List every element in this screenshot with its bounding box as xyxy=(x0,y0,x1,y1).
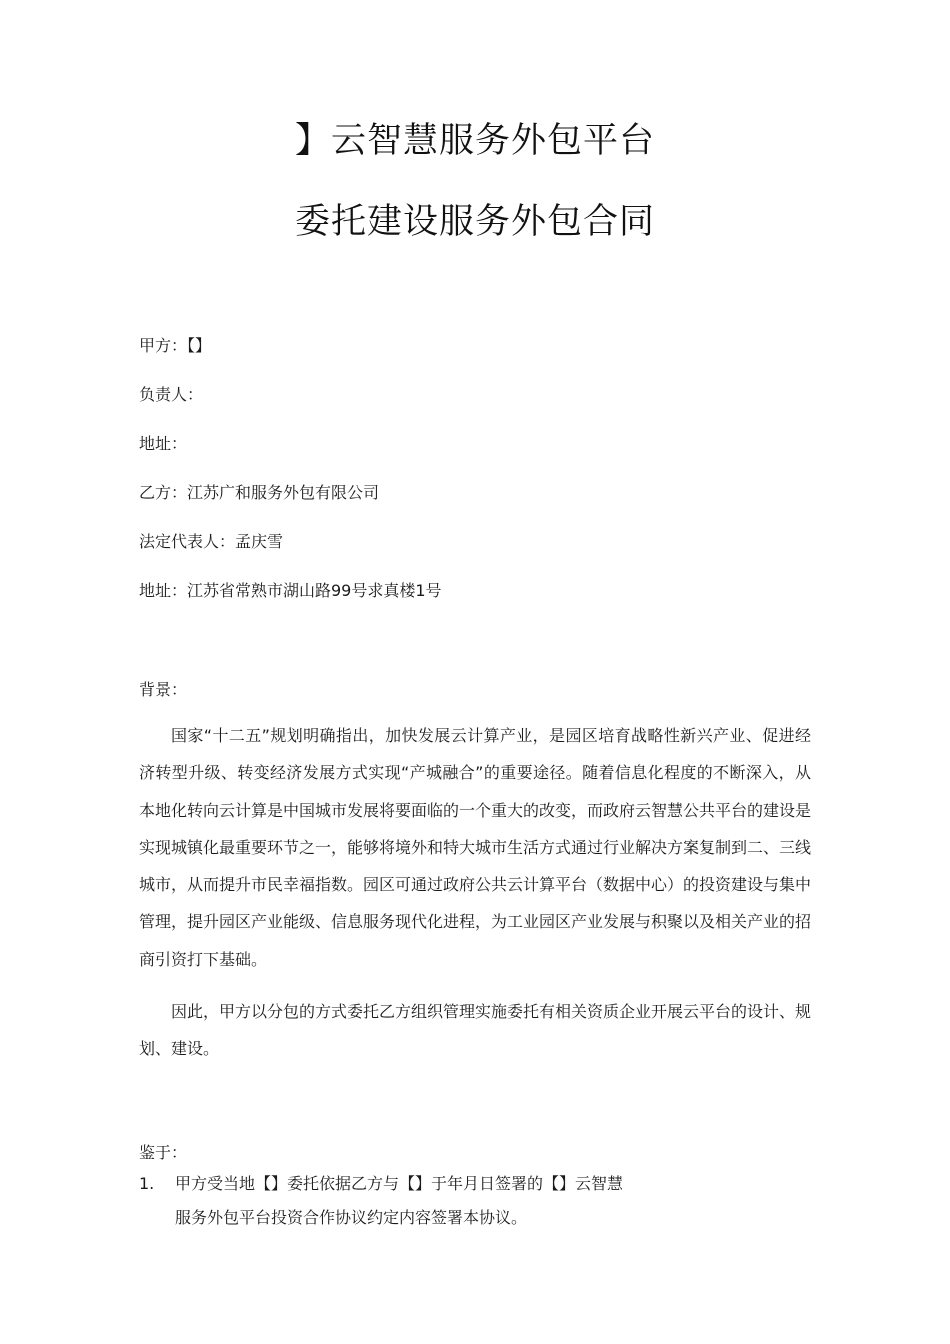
background-heading: 背景： xyxy=(139,680,188,699)
whereas-heading: 鉴于： xyxy=(139,1143,188,1162)
party-b-address: 地址：江苏省常熟市湖山路99号求真楼1号 xyxy=(139,581,442,600)
background-paragraph-2: 因此，甲方以分包的方式委托乙方组织管理实施委托有相关资质企业开展云平台的设计、规划、建设。 xyxy=(139,1002,812,1059)
document-title-line2: 委托建设服务外包合同 xyxy=(294,202,655,242)
party-b-legal-rep: 法定代表人：孟庆雪 xyxy=(139,532,284,551)
party-b: 乙方：江苏广和服务外包有限公司 xyxy=(139,483,380,502)
party-a: 甲方：【】 xyxy=(139,336,212,355)
background-paragraph-1: 国家“十二五”规划明确指出，加快发展云计算产业，是园区培育战略性新兴产业、促进经济转型升级、转变经济发展方式实现“产城融合”的重要途径。随着信息化程度的不断深入，从本地化转向云计算是中国城市发展将要面临的一个重大的改变，而政府云智慧公共平台的建设是实现城镇化最重要环节之一，能够将境外和特大城市生活方式通过行业解决方案复制到二、三线城市，从而提升市民幸福指数。园区可通过政府公共云计算平台（数据中心）的投资建设与集中管理，提升园区产业能级、信息服务现代化进程，为工业园区产业发展与积聚以及相关产业的招商引资打下基础。 xyxy=(139,726,812,969)
whereas-item-number: 1. xyxy=(139,1174,155,1193)
whereas-item xyxy=(139,1167,629,1235)
whereas-item-text: 甲方受当地【】委托依据乙方与【】于年月日签署的【】云智慧服务外包平台投资合作协议约定内容签署本协议。 xyxy=(175,1174,624,1227)
party-a-responsible: 负责人： xyxy=(139,385,204,404)
party-a-address: 地址： xyxy=(139,434,188,453)
document-title-line1: 】云智慧服务外包平台 xyxy=(294,121,655,161)
